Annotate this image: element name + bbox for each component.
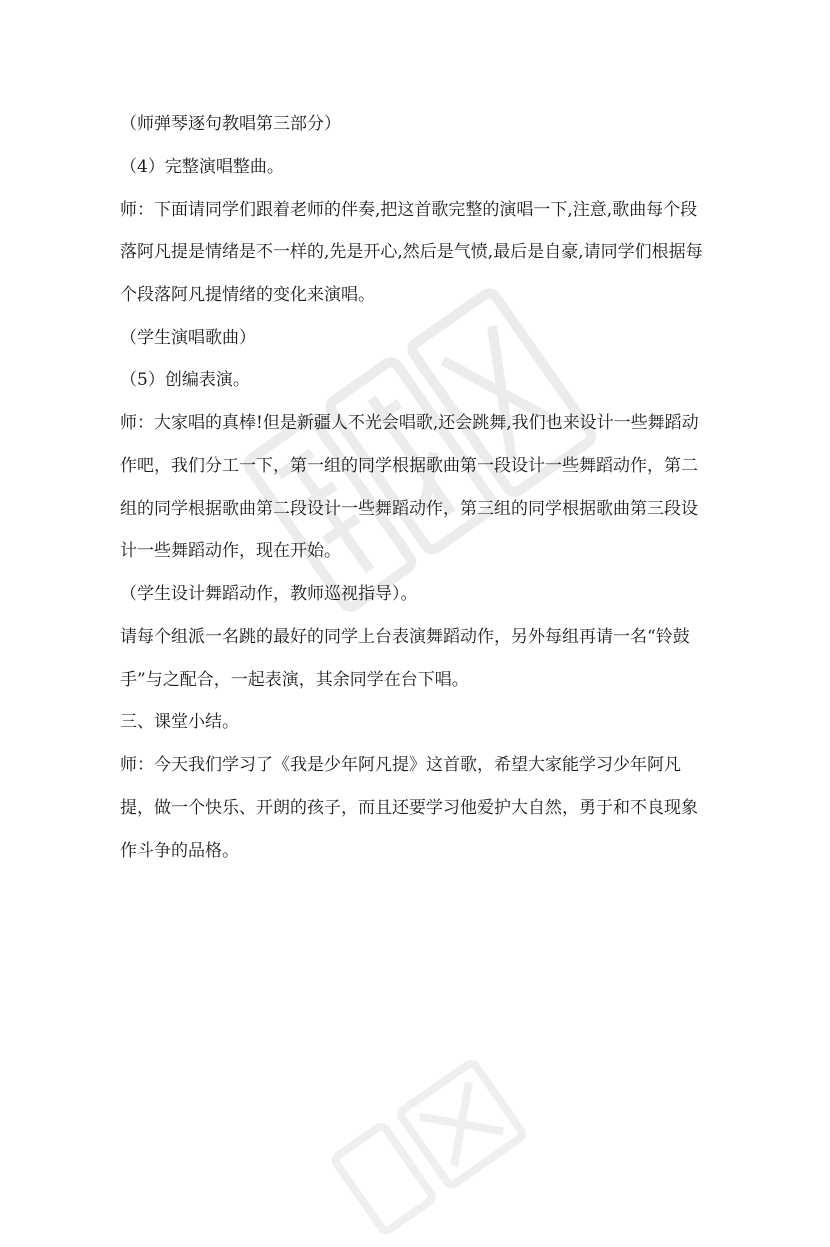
text-line: （5）创编表演。	[120, 370, 250, 390]
text-line: （师弹琴逐句教唱第三部分）	[120, 114, 341, 134]
text-line: 手”与之配合，一起表演，其余同学在台下唱。	[120, 670, 469, 690]
text-line: 请每个组派一名跳的最好的同学上台表演舞蹈动作，另外每组再请一名“铃鼓	[120, 627, 690, 647]
text-line: 提，做一个快乐、开朗的孩子，而且还要学习他爱护大自然，勇于和不良现象	[120, 798, 698, 818]
text-line: （学生演唱歌曲）	[120, 328, 256, 348]
text-line: 个段落阿凡提情绪的变化来演唱。	[120, 285, 375, 305]
watermark-icon	[314, 1033, 547, 1246]
text-line: （4）完整演唱整曲。	[120, 157, 284, 177]
text-line: 落阿凡提是情绪是不一样的,先是开心,然后是气愤,最后是自豪,请同学们根据每	[120, 242, 703, 262]
section-heading: 三、课堂小结。	[120, 712, 239, 732]
text-line: 组的同学根据歌曲第二段设计一些舞蹈动作，第三组的同学根据歌曲第三段设	[120, 499, 698, 519]
text-line: 师：大家唱的真棒!但是新疆人不光会唱歌,还会跳舞,我们也来设计一些舞蹈动	[120, 413, 699, 433]
text-line: 师：下面请同学们跟着老师的伴奏,把这首歌完整的演唱一下,注意,歌曲每个段	[120, 200, 698, 220]
text-line: 计一些舞蹈动作，现在开始。	[120, 541, 341, 561]
text-line: （学生设计舞蹈动作，教师巡视指导）。	[120, 584, 418, 604]
text-line: 作斗争的品格。	[120, 841, 239, 861]
text-line: 作吧，我们分工一下，第一组的同学根据歌曲第一段设计一些舞蹈动作，第二	[120, 456, 698, 476]
text-line: 师：今天我们学习了《我是少年阿凡提》这首歌，希望大家能学习少年阿凡	[120, 755, 681, 775]
